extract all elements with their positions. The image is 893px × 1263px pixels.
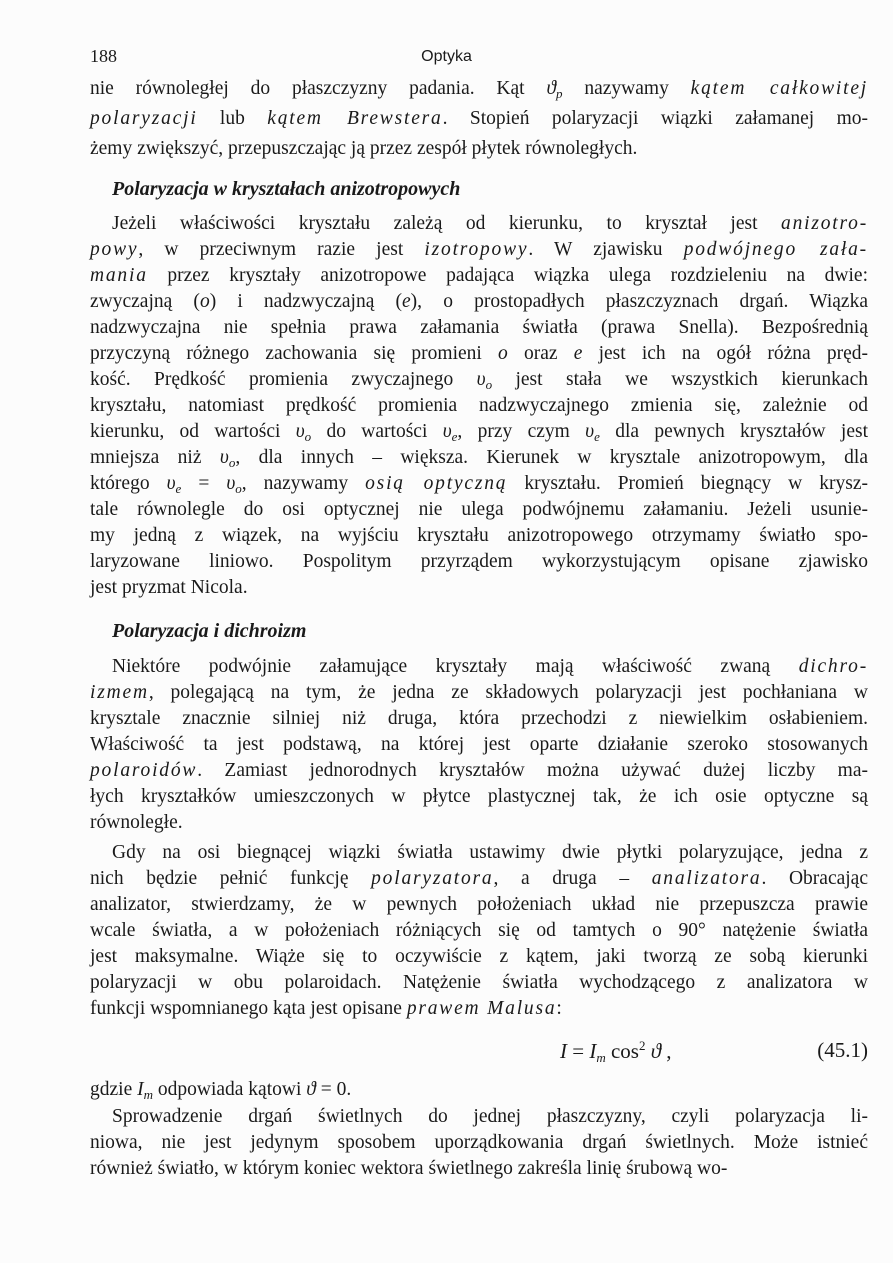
text-run: : (556, 998, 562, 1019)
text-run: zwyczajną ( (90, 291, 200, 312)
text-run: oraz (507, 343, 574, 364)
equation-term: = (567, 1039, 590, 1063)
math-symbol: υ (585, 421, 595, 442)
emphasized-term: polaroidów (90, 760, 198, 781)
text-line (90, 758, 868, 784)
text-line (90, 315, 868, 341)
text-run: . Stopień polaryzacji wiązki załamanej mo- (442, 108, 869, 129)
text-run: jest pryzmat Nicola. (90, 577, 248, 598)
equation-term: 2 (638, 1038, 646, 1053)
text-run: przyczyną różnego zachowania się promieni (90, 343, 499, 364)
text-line (90, 341, 868, 367)
text-line (90, 810, 868, 836)
text-run: . Obracając (761, 868, 868, 889)
text-run: żemy zwiększyć, przepuszczając ją przez zespół płytek równoległych. (90, 138, 638, 159)
text-run: nie równoległej do płaszczyzny padania. Kąt (90, 78, 547, 99)
text-run: jest ich na ogół różna pręd- (582, 343, 868, 364)
text-run: tale równolegle do osi optycznej nie ulega podwójnemu załamaniu. Jeżeli usunie- (90, 499, 868, 520)
text-run: również światło, w którym koniec wektora świetlnego zakreśla linię śrubową wo- (90, 1158, 728, 1179)
math-symbol: ϑ (546, 78, 557, 99)
text-run: = 0. (315, 1079, 352, 1100)
text-line (90, 523, 868, 549)
text-run: równoległe. (90, 812, 183, 833)
text-run: nazywamy (562, 78, 691, 99)
text-run: jest stała we wszystkich kierunkach (492, 369, 868, 390)
paragraph (90, 211, 868, 601)
text-line (90, 471, 868, 497)
math-symbol: ϑ (306, 1079, 316, 1100)
text-run: krysztale znacznie silniej niż druga, która przechodzi z niewielkim osłabieniem. (90, 708, 868, 729)
text-line (90, 1104, 868, 1130)
text-run: , przy czym (457, 421, 586, 442)
text-line (90, 211, 868, 237)
equation-term: I (560, 1039, 567, 1063)
text-run: odpowiada kątowi (153, 1079, 307, 1100)
emphasized-term: polaryzacji (90, 108, 198, 129)
emphasized-term: podwójnego zała- (683, 239, 868, 260)
text-run: niowa, nie jest jedynym sposobem uporządkowania drgań świetlnych. Może istnieć (90, 1132, 868, 1153)
text-line (90, 784, 868, 810)
text-line (90, 237, 868, 263)
math-symbol: e (573, 343, 583, 364)
text-line (90, 944, 868, 970)
text-line (90, 104, 868, 134)
text-line (90, 970, 868, 996)
text-run: dla pewnych kryształów jest (599, 421, 868, 442)
text-run: , a druga – (493, 868, 652, 889)
math-symbol: p (556, 86, 563, 101)
emphasized-term: polaryzatora (371, 868, 494, 889)
math-symbol: o (228, 455, 236, 470)
text-run: , polegającą na tym, że jedna ze składowych polaryzacji jest pochłaniana w (148, 682, 868, 703)
text-line (90, 263, 868, 289)
text-line (90, 289, 868, 315)
text-run: laryzowane liniowo. Pospolitym przyrządem wykorzystującym opisane zjawisko (90, 551, 868, 572)
math-symbol: e (594, 429, 600, 444)
emphasized-term: kątem całkowitej (690, 78, 868, 99)
text-line (90, 549, 868, 575)
text-run: do wartości (311, 421, 443, 442)
text-run: mniejsza niż (90, 447, 220, 468)
emphasized-term: kątem Brewstera (267, 108, 443, 129)
text-run: kryształu. Promień biegnący w krysz- (507, 473, 868, 494)
equation-number: (45.1) (817, 1038, 868, 1062)
text-run: analizator, stwierdzamy, że w pewnych położeniach układ nie przepuszcza prawie (90, 894, 868, 915)
text-line (90, 654, 868, 680)
text-line (90, 706, 868, 732)
text-run: łych kryształków umieszczonych w płytce plastycznej tak, że ich osie optyczne są (90, 786, 868, 807)
math-symbol: υ (226, 473, 236, 494)
text-line (90, 445, 868, 471)
math-symbol: υ (219, 447, 229, 468)
paragraph (90, 1104, 868, 1182)
text-run: Jeżeli właściwości kryształu zależą od kierunku, to kryształ jest (112, 213, 782, 234)
text-run: polaryzacji w obu polaroidach. Natężenie światła wychodzącego z analizatora w (90, 972, 868, 993)
text-line (90, 1156, 868, 1182)
text-run: wcale światła, a w położeniach różniących się od tamtych o 90° natężenie światła (90, 920, 868, 941)
text-run: . W zjawisku (528, 239, 684, 260)
text-run: którego (90, 473, 167, 494)
text-run: Właściwość ta jest podstawą, na której jest oparte działanie szeroko stosowanych (90, 734, 868, 755)
text-line (90, 367, 868, 393)
emphasized-term: dichro- (798, 656, 868, 677)
math-symbol: o (199, 291, 210, 312)
text-run: kość. Prędkość promienia zwyczajnego (90, 369, 477, 390)
text-run: kierunku, od wartości (90, 421, 296, 442)
text-run: funkcji wspomnianego kąta jest opisane (90, 998, 407, 1019)
text-line (90, 680, 868, 706)
text-run: ) i nadzwyczajną ( (209, 291, 403, 312)
text-run: . Zamiast jednorodnych kryształów można używać dużej liczby ma- (197, 760, 868, 781)
text-line (90, 918, 868, 944)
emphasized-term: prawem Malusa (406, 998, 557, 1019)
text-line (90, 866, 868, 892)
page-number: 188 (90, 46, 117, 66)
paragraph (90, 1077, 868, 1103)
emphasized-term: analizatora (651, 868, 762, 889)
math-symbol: υ (476, 369, 486, 390)
paragraph (90, 74, 868, 164)
math-symbol: e (402, 291, 411, 312)
text-run: Niektóre podwójnie załamujące kryształy mają właściwość zwaną (112, 656, 799, 677)
text-run: kryształu, natomiast prędkość promienia nadzwyczajnego zmienia się, zależnie od (90, 395, 868, 416)
text-line (90, 393, 868, 419)
math-symbol: o (498, 343, 508, 364)
text-line (90, 1130, 868, 1156)
equation-term: ϑ (645, 1039, 662, 1063)
text-run: nadzwyczajna nie spełnia prawa załamania światła (prawa Snella). Bezpośrednią (90, 317, 868, 338)
paragraph (90, 654, 868, 836)
emphasized-term: mania (90, 265, 148, 286)
text-run: jest maksymalne. Wiąże się to oczywiście z kątem, jaki tworzą ze sobą kierunki (90, 946, 868, 967)
emphasized-term: anizotro- (781, 213, 868, 234)
text-run: = (181, 473, 227, 494)
text-run: lub (197, 108, 268, 129)
equation-term: , (661, 1039, 672, 1063)
section-heading: Polaryzacja w kryształach anizotropowych (112, 178, 461, 200)
text-line (90, 892, 868, 918)
emphasized-term: izmem (90, 682, 149, 703)
paragraph (90, 840, 868, 1022)
math-symbol: o (485, 377, 493, 392)
math-symbol: υ (295, 421, 305, 442)
equation-term: m (596, 1050, 606, 1065)
math-symbol: υ (166, 473, 176, 494)
text-line (90, 419, 868, 445)
text-line (90, 74, 868, 104)
text-run: gdzie (90, 1079, 138, 1100)
emphasized-term: izotropowy (424, 239, 529, 260)
text-run: , nazywamy (241, 473, 366, 494)
text-run: , w przeciwnym razie jest (138, 239, 425, 260)
math-symbol: o (304, 429, 312, 444)
text-line (90, 497, 868, 523)
math-symbol: m (143, 1087, 153, 1102)
math-symbol: e (175, 481, 182, 496)
text-line (90, 732, 868, 758)
text-line (90, 996, 868, 1022)
emphasized-term: powy (90, 239, 139, 260)
text-line (90, 134, 868, 164)
text-run: nich będzie pełnić funkcję (90, 868, 372, 889)
math-symbol: I (137, 1079, 144, 1100)
equation-term: I (589, 1039, 597, 1063)
math-symbol: o (235, 481, 242, 496)
math-symbol: υ (442, 421, 452, 442)
section-heading: Polaryzacja i dichroizm (112, 620, 307, 642)
equation-term: cos (605, 1039, 639, 1063)
running-header-title: Optyka (421, 48, 472, 65)
equation-malus-law (90, 1038, 868, 1068)
text-run: , dla innych – większa. Kierunek w krysztale anizotropowym, dla (235, 447, 868, 468)
text-run: my jedną z wiązek, na wyjściu kryształu anizotropowego otrzymamy światło spo- (90, 525, 868, 546)
text-run: Gdy na osi biegnącej wiązki światła ustawimy dwie płytki polaryzujące, jedna z (112, 842, 868, 863)
emphasized-term: osią optyczną (365, 473, 508, 494)
text-line (90, 1077, 868, 1103)
text-run: ), o prostopadłych płaszczyznach drgań. Wiązka (410, 291, 868, 312)
text-run: Sprowadzenie drgań świetlnych do jednej płaszczyzny, czyli polaryzacja li- (112, 1106, 868, 1127)
text-line (90, 575, 868, 601)
text-run: przez kryształy anizotropowe padająca wiązka ulega rozdzieleniu na dwie: (147, 265, 868, 286)
math-symbol: e (451, 429, 458, 444)
text-line (90, 840, 868, 866)
